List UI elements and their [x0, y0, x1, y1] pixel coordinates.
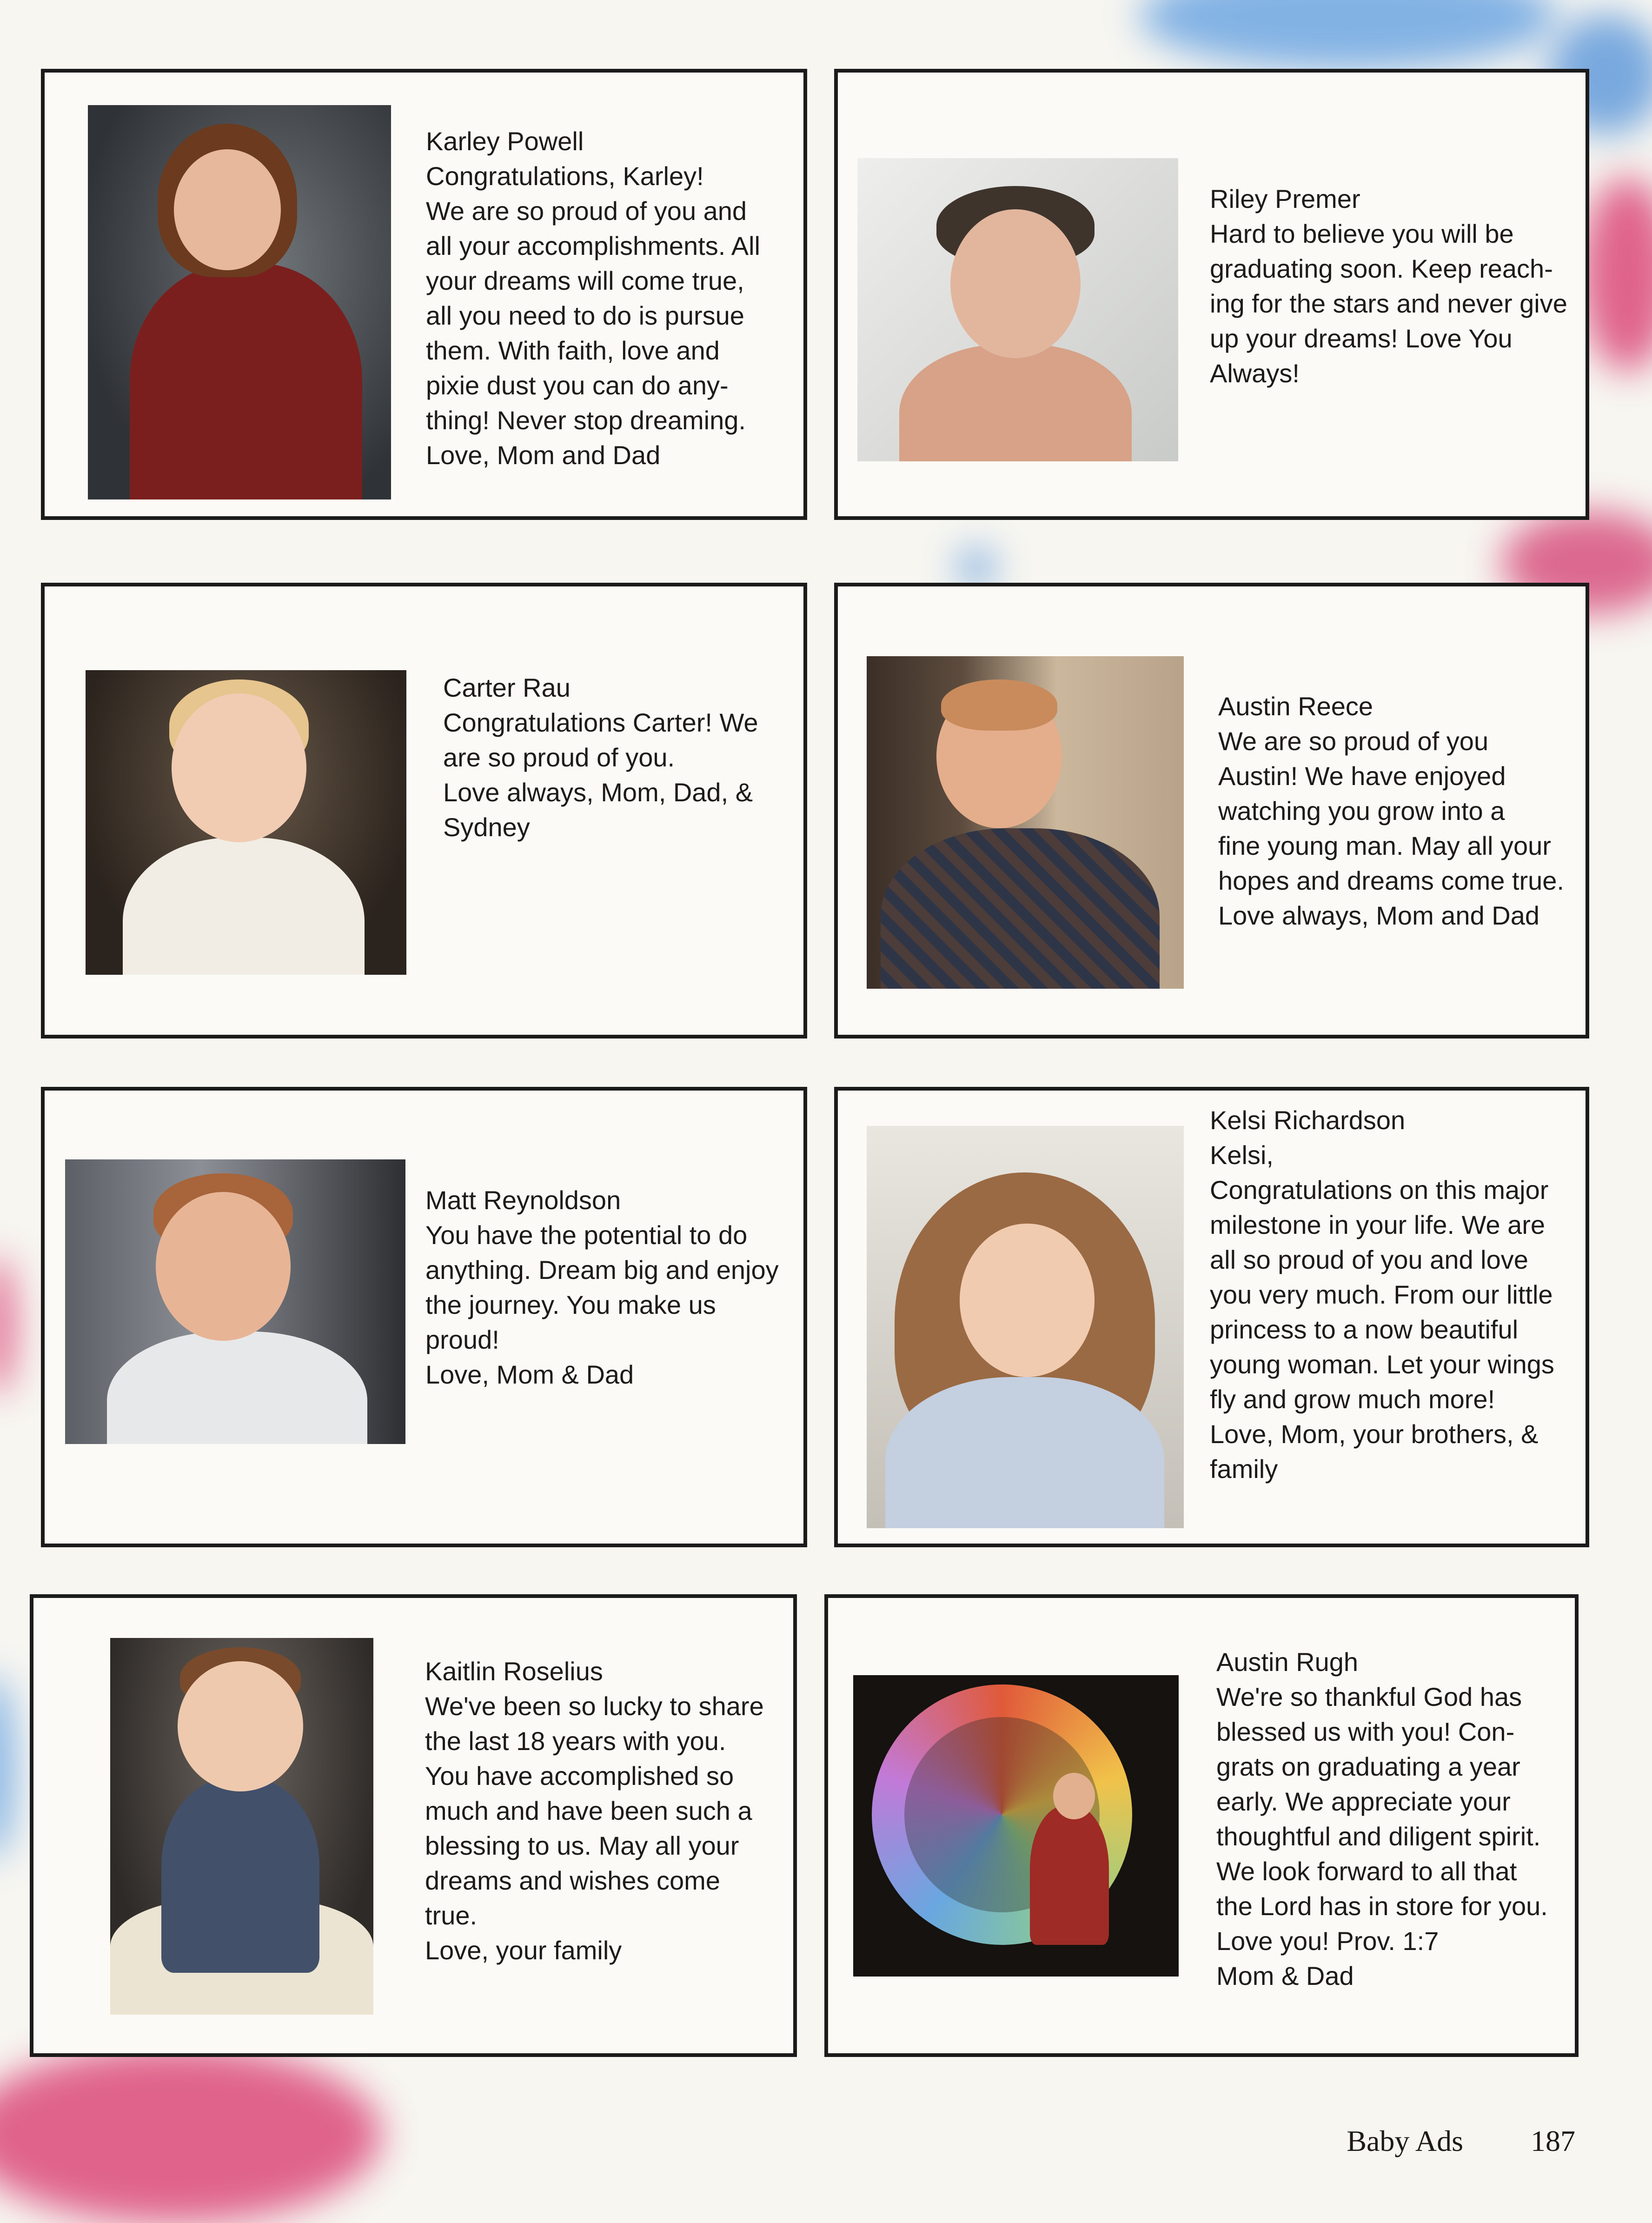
ad-text — [443, 670, 758, 845]
message-line: You have the potential to do — [425, 1220, 748, 1250]
photo-boy-in-tire — [853, 1675, 1179, 1977]
message-line: anything. Dream big and enjoy — [425, 1255, 779, 1285]
message-line: Love always, Mom and Dad — [1218, 901, 1540, 930]
ad-text — [1216, 1644, 1548, 1993]
ad-card-karley-powell — [41, 69, 807, 520]
message-line: Love, Mom and Dad — [426, 440, 661, 470]
message-line: proud! — [425, 1325, 499, 1354]
message-line: Congratulations, Karley! — [426, 161, 704, 191]
ad-card-kelsi-richardson — [834, 1087, 1589, 1547]
page-footer — [1347, 2124, 1575, 2158]
blue-paint-splash — [1139, 0, 1558, 70]
ad-text — [1210, 1103, 1554, 1486]
message-line: We look forward to all that — [1216, 1857, 1517, 1886]
child-name: Austin Rugh — [1216, 1647, 1359, 1677]
message-line: You have accomplished so — [425, 1761, 734, 1790]
message-line: Love, Mom & Dad — [425, 1360, 634, 1389]
message-line: Mom & Dad — [1216, 1961, 1354, 1990]
blue-paint-splash — [958, 549, 995, 586]
message-line: Always! — [1210, 359, 1300, 388]
child-name: Austin Reece — [1218, 692, 1373, 721]
ad-card-austin-rugh — [824, 1594, 1579, 2057]
ad-text — [1210, 181, 1567, 391]
blue-paint-splash — [0, 1674, 14, 1860]
message-line: milestone in your life. We are — [1210, 1210, 1546, 1239]
message-line: them. With faith, love and — [426, 336, 720, 365]
message-line: the last 18 years with you. — [425, 1726, 726, 1756]
message-line: young woman. Let your wings — [1210, 1350, 1554, 1379]
section-title: Baby Ads — [1347, 2124, 1463, 2157]
message-line: thoughtful and diligent spirit. — [1216, 1822, 1541, 1851]
pink-paint-splash — [1581, 177, 1652, 372]
message-line: thing! Never stop dreaming. — [426, 406, 746, 435]
message-line: hopes and dreams come true. — [1218, 866, 1564, 895]
message-line: pixie dust you can do any- — [426, 371, 729, 400]
photo-girl-curly-hair — [867, 1126, 1184, 1528]
photo-boy-plaid-shirt — [867, 656, 1184, 989]
message-line: We are so proud of you — [1218, 726, 1489, 756]
message-line: We're so thankful God has — [1216, 1682, 1522, 1711]
message-line: early. We appreciate your — [1216, 1787, 1511, 1816]
ad-card-carter-rau — [41, 583, 807, 1038]
photo-boy-car-seat — [65, 1159, 405, 1444]
pink-paint-splash — [0, 1256, 14, 1395]
message-line: Sydney — [443, 812, 530, 842]
pink-paint-splash — [0, 2046, 381, 2223]
message-line: Love, Mom, your brothers, & — [1210, 1419, 1539, 1449]
message-line: Kelsi, — [1210, 1140, 1274, 1170]
message-line: Love, your family — [425, 1936, 622, 1965]
ad-card-riley-premer — [834, 69, 1589, 520]
message-line: graduating soon. Keep reach- — [1210, 254, 1553, 283]
ad-text — [426, 124, 760, 473]
message-line: all you need to do is pursue — [426, 301, 744, 330]
message-line: We've been so lucky to share — [425, 1691, 764, 1721]
message-line: Austin! We have enjoyed — [1218, 761, 1506, 791]
message-line: much and have been such a — [425, 1796, 752, 1825]
message-line: all your accomplishments. All — [426, 231, 760, 260]
ad-text — [425, 1654, 764, 1968]
message-line: Love always, Mom, Dad, & — [443, 778, 753, 807]
message-line: family — [1210, 1454, 1278, 1484]
child-name: Karley Powell — [426, 126, 584, 156]
message-line: your dreams will come true, — [426, 266, 744, 295]
message-line: Congratulations on this major — [1210, 1175, 1549, 1205]
message-line: Hard to believe you will be — [1210, 219, 1514, 248]
ad-text — [425, 1183, 779, 1392]
message-line: the Lord has in store for you. — [1216, 1891, 1548, 1921]
ad-text — [1218, 689, 1564, 933]
message-line: the journey. You make us — [425, 1290, 716, 1319]
message-line: blessing to us. May all your — [425, 1831, 739, 1860]
photo-boy-bath — [857, 158, 1178, 461]
child-name: Kelsi Richardson — [1210, 1105, 1406, 1135]
child-name: Carter Rau — [443, 673, 571, 702]
child-name: Matt Reynoldson — [425, 1185, 621, 1215]
message-line: true. — [425, 1901, 478, 1930]
message-line: ing for the stars and never give — [1210, 289, 1567, 318]
message-line: up your dreams! Love You — [1210, 324, 1513, 353]
message-line: dreams and wishes come — [425, 1866, 720, 1895]
message-line: princess to a now beautiful — [1210, 1315, 1519, 1344]
message-line: Congratulations Carter! We — [443, 708, 758, 737]
photo-girl-red-dress — [88, 105, 391, 499]
message-line: you very much. From our little — [1210, 1280, 1553, 1309]
message-line: blessed us with you! Con- — [1216, 1717, 1515, 1746]
ad-card-kaitlin-roselius — [30, 1594, 797, 2057]
message-line: We are so proud of you and — [426, 196, 747, 226]
message-line: Love you! Prov. 1:7 — [1216, 1926, 1439, 1956]
message-line: grats on graduating a year — [1216, 1752, 1520, 1781]
child-name: Riley Premer — [1210, 184, 1360, 213]
ad-card-austin-reece — [834, 583, 1589, 1038]
page-number: 187 — [1531, 2124, 1575, 2157]
message-line: fly and grow much more! — [1210, 1384, 1495, 1414]
child-name: Kaitlin Roselius — [425, 1657, 603, 1686]
photo-baby-overalls — [110, 1638, 373, 2015]
ad-card-matt-reynoldson — [41, 1087, 807, 1547]
message-line: are so proud of you. — [443, 743, 675, 772]
message-line: all so proud of you and love — [1210, 1245, 1528, 1274]
message-line: watching you grow into a — [1218, 796, 1505, 825]
message-line: fine young man. May all your — [1218, 831, 1551, 860]
photo-toddler-eating — [86, 670, 406, 975]
